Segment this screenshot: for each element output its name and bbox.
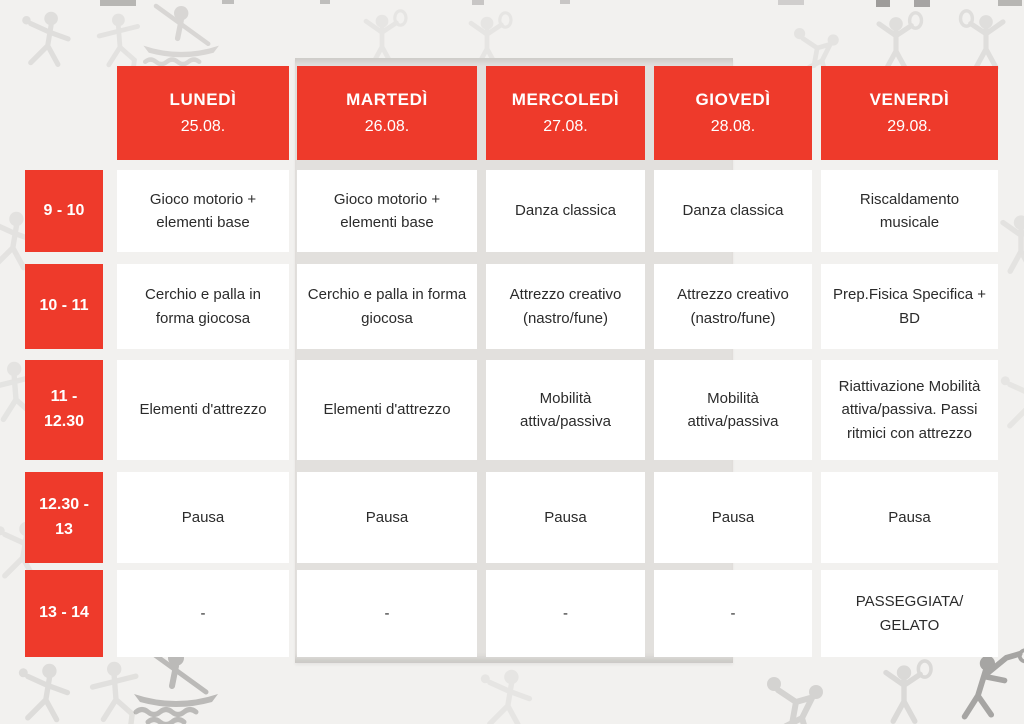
running-figure-icon [481,670,530,724]
activity-cell: Danza classica [654,170,812,252]
activity-cell: Pausa [821,472,998,563]
activity-cell: Elementi d'attrezzo [117,360,289,460]
activity-cell: - [486,570,645,657]
time-slot-label: 9 - 10 [25,170,103,252]
activity-cell: Riattivazione Mobilità attiva/passiva. Passi ritmici con attrezzo [821,360,998,460]
schedule-row-1230-13 [25,472,998,563]
day-name: MARTEDÌ [346,90,428,110]
top-edge-mark [998,0,1022,6]
day-date: 25.08. [180,117,226,135]
tennis-figure-icon [366,11,406,65]
top-edge-mark [778,0,804,5]
kayak-figure-icon [134,650,218,724]
tennis-figure-icon [1003,211,1024,271]
day-header-martedi [297,66,477,160]
top-edge-mark [914,0,930,7]
activity-cell: Pausa [654,472,812,563]
day-date: 27.08. [543,117,588,135]
tennis-figure-icon [879,13,922,70]
schedule-row-9-10 [25,170,998,252]
activity-cell: Pausa [486,472,645,563]
activity-cell: Gioco motorio + elementi base [117,170,289,252]
day-date: 29.08. [887,117,932,135]
activity-cell: Riscaldamento musicale [821,170,998,252]
top-edge-mark [560,0,570,4]
day-date: 28.08. [710,117,756,135]
wrestling-figures-icon [767,677,823,724]
activity-cell: Attrezzo creativo (nastro/fune) [654,264,812,349]
day-name: MERCOLEDÌ [511,90,620,110]
top-edge-mark [472,0,484,5]
activity-cell: Mobilità attiva/passiva [486,360,645,460]
activity-cell: Cerchio e palla in forma giocosa [117,264,289,349]
activity-cell: Prep.Fisica Specifica + BD [821,264,998,349]
tennis-figure-icon [961,11,1004,68]
activity-cell: Gioco motorio + elementi base [297,170,477,252]
running-figure-icon [19,664,68,720]
running-figure-icon [22,12,68,65]
activity-cell: Attrezzo creativo (nastro/fune) [486,264,645,349]
activity-cell: Mobilità attiva/passiva [654,360,812,460]
time-slot-label: 13 - 14 [25,570,103,657]
activity-cell: - [654,570,812,657]
martial-arts-figure-icon [99,14,137,73]
activity-cell: - [117,570,289,657]
running-figure-icon [1001,372,1024,428]
schedule-table [25,66,998,657]
schedule-row-13-14 [25,570,998,657]
top-edge-mark [222,0,234,4]
day-date: 26.08. [364,117,410,135]
day-header-row [25,66,998,160]
top-edge-mark [100,0,136,6]
activity-cell: Danza classica [486,170,645,252]
day-name: GIOVEDÌ [695,90,771,110]
day-header-venerdi [821,66,998,160]
day-header-lunedi [117,66,289,160]
top-edge-mark [876,0,890,7]
time-slot-label: 10 - 11 [25,264,103,349]
day-header-mercoledi [486,66,645,160]
activity-cell: Pausa [117,472,289,563]
activity-cell: Elementi d'attrezzo [297,360,477,460]
activity-cell: - [297,570,477,657]
schedule-row-10-11 [25,264,998,349]
kayak-figure-icon [143,6,219,73]
top-edge-mark [320,0,330,4]
martial-arts-figure-icon [93,662,136,724]
activity-cell: Pausa [297,472,477,563]
header-spacer [25,66,103,160]
activity-cell: PASSEGGIATA/ GELATO [821,570,998,657]
schedule-row-11-1230 [25,360,998,460]
volleyball-spike-figure-icon [965,650,1024,717]
time-slot-label: 11 - 12.30 [25,360,103,460]
day-header-giovedi [654,66,812,160]
day-name: VENERDÌ [869,90,950,110]
day-name: LUNEDÌ [169,90,237,110]
tennis-figure-icon [886,661,931,721]
activity-cell: Cerchio e palla in forma giocosa [297,264,477,349]
time-slot-label: 12.30 - 13 [25,472,103,563]
